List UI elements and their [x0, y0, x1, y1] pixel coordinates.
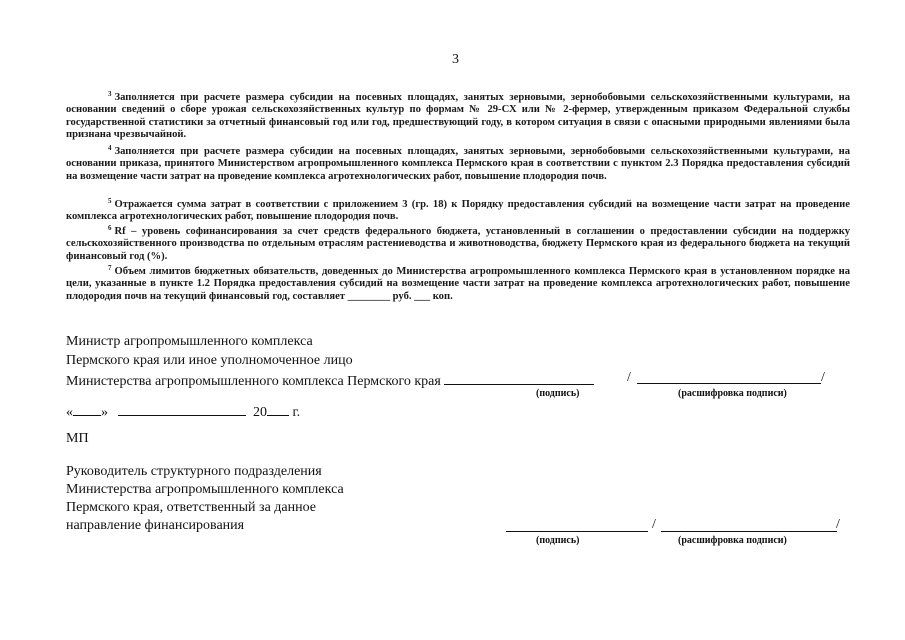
- month-field: [118, 403, 246, 416]
- footnote-marker: 7: [108, 264, 112, 272]
- decoding-field: [661, 519, 837, 532]
- decoding-caption: (расшифровка подписи): [678, 535, 787, 546]
- page-number: 3: [452, 52, 459, 67]
- head-line-4: направление финансирования: [66, 518, 245, 533]
- footnote-text: Заполняется при расчете размера субсидии на посевных площадях, занятых зерновыми, зернобобовыми сельскохозяйственными культурами, на основании сведений о сборе урожая сельскохозяйственных культур по формам № 29-СХ или № 2-фермер, утвержденным приказом Федеральной службы государственной статистики за отчетный финансовый год или год, предшествующий году, в котором ситуация в связи с опасными природными явлениями была признана чрезвычайной.: [66, 92, 850, 140]
- date-close-quote: »: [101, 405, 108, 420]
- footnote-text: Объем лимитов бюджетных обязательств, доведенных до Министерства агропромышленного комплекса Пермского края в установленном порядке на цели, указанные в пункте 1.2 Порядка предоставления субсидий на возмещение части затрат на проведение комплекса агротехнологических работ, повышение плодородия почв на текущий финансовый год, составляет ________ руб. ___ коп.: [66, 266, 850, 302]
- footnote-7: [66, 266, 850, 303]
- separator-slash: /: [627, 370, 631, 385]
- year-prefix: 20: [253, 405, 267, 420]
- footnote-3: [66, 92, 850, 141]
- signature-field: [444, 372, 594, 385]
- footnote-marker: 5: [108, 197, 112, 205]
- minister-line-2: Пермского края или иное уполномоченное лицо: [66, 353, 353, 368]
- footnote-text: Отражается сумма затрат в соответствии с приложением 3 (гр. 18) к Порядку предоставления субсидий на возмещение части затрат на проведение комплекса агротехнологических работ, повышение плодородия почв.: [66, 199, 850, 223]
- minister-line-3-text: Министерства агропромышленного комплекса Пермского края: [66, 374, 441, 389]
- signature-caption: (подпись): [536, 535, 580, 546]
- date-line: [66, 403, 300, 421]
- signature-caption: (подпись): [536, 388, 580, 399]
- decoding-field: [637, 371, 821, 384]
- separator-slash: /: [821, 370, 825, 385]
- head-line-1: Руководитель структурного подразделения: [66, 464, 322, 479]
- footnote-5: [66, 199, 850, 224]
- footnote-text: Rf – уровень софинансирования за счет средств федерального бюджета, установленный в соглашении о предоставлении субсидии на поддержку сельскохозяйственного производства по отдельным отраслям растениеводства и животноводства, бюджету Пермского края из федерального бюджета на текущий финансовый год (%).: [66, 226, 850, 262]
- footnote-6: [66, 226, 850, 263]
- year-field: [267, 403, 289, 416]
- separator-slash: /: [652, 517, 656, 532]
- head-line-2: Министерства агропромышленного комплекса: [66, 482, 344, 497]
- stamp-label: МП: [66, 431, 89, 446]
- year-suffix: г.: [292, 405, 301, 420]
- footnote-marker: 4: [108, 144, 112, 152]
- footnote-text: Заполняется при расчете размера субсидии на посевных площадях, занятых зерновыми, зернобобовыми сельскохозяйственными культурами, на основании приказа, принятого Министерством агропромышленного комплекса Пермского края в соответствии с пунктом 2.3 Порядка предоставления субсидий на возмещение части затрат на проведение комплекса агротехнологических работ, повышение плодородия почв.: [66, 146, 850, 182]
- minister-line-3: [66, 372, 594, 390]
- separator-slash: /: [836, 517, 840, 532]
- day-field: [73, 403, 101, 416]
- footnote-marker: 3: [108, 90, 112, 98]
- footnote-marker: 6: [108, 224, 112, 232]
- head-line-3: Пермского края, ответственный за данное: [66, 500, 316, 515]
- footnote-4: [66, 146, 850, 183]
- date-open-quote: «: [66, 405, 73, 420]
- signature-field: [506, 519, 648, 532]
- decoding-caption: (расшифровка подписи): [678, 388, 787, 399]
- minister-line-1: Министр агропромышленного комплекса: [66, 334, 313, 349]
